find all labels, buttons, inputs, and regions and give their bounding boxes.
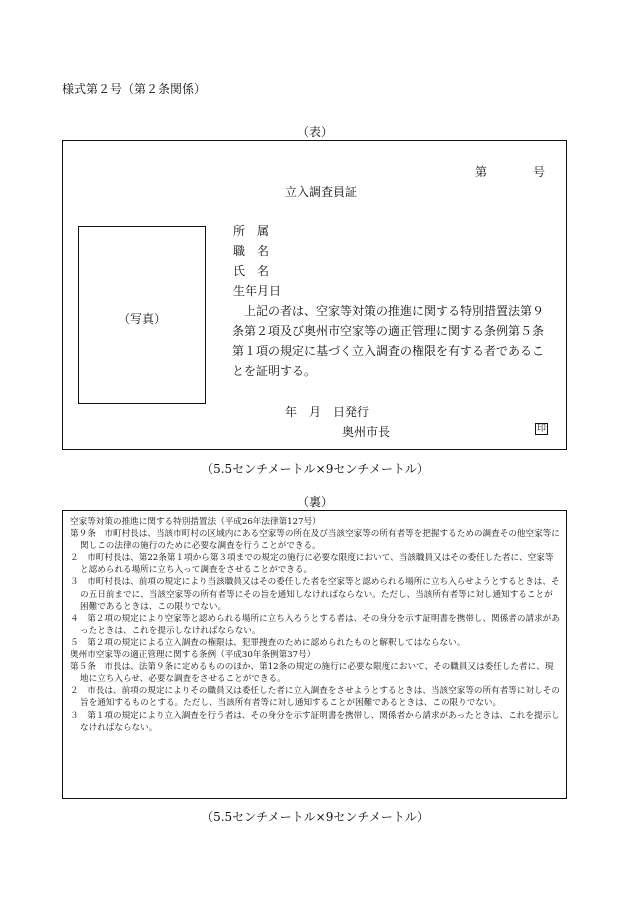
ordinance-paragraph-2: ２ 市長は、前項の規定によりその職員又は委任した者に立入調査をさせようとするときは、当該空家等の所有者等に対しその旨を通知するものとする。ただし、当該所有者等に対し通知することが困難であるときは、この限りでない。 xyxy=(70,686,560,709)
ordinance-article-5: 第５条 市長は、法第９条に定めるもののほか、第12条の規定の施行に必要な限度において、その職員又は委任した者に、現地に立ち入らせ、必要な調査をさせることができる。 xyxy=(70,662,554,685)
front-card xyxy=(62,140,567,450)
number-suffix: 号 xyxy=(533,165,546,179)
back-side-label: （裏） xyxy=(296,495,333,509)
issuer: 奥州市長 xyxy=(342,425,391,439)
act-paragraph-2: ２ 市町村長は、第22条第１項から第３項までの規定の施行に必要な限度において、当該職員又はその委任した者に、空家等と認められる場所に立ち入って調査をさせることができる。 xyxy=(70,553,554,576)
ordinance-paragraph-3: ３ 第１項の規定により立入調査を行う者は、その身分を示す証明書を携帯し、関係者から請求があったときは、これを提示しなければならない。 xyxy=(70,710,560,733)
certification-statement: 上記の者は、空家等対策の推進に関する特別措置法第９条第２項及び奥州市空家等の適正管理に関する条例第５条第１項の規定に基づく立入調査の権限を有する者であることを証明する。 xyxy=(232,304,545,378)
field-affiliation: 所 属 xyxy=(233,224,270,238)
field-position: 職 名 xyxy=(233,244,270,258)
front-size-caption: （5.5センチメートル×9センチメートル） xyxy=(201,462,429,476)
photo-label: （写真） xyxy=(117,312,166,326)
back-text xyxy=(70,516,560,734)
back-card xyxy=(62,510,567,799)
form-title: 様式第２号（第２条関係） xyxy=(62,82,207,96)
act-paragraph-5: ５ 第２項の規定による立入調査の権限は、犯罪捜査のために認められたものと解釈してはならない。 xyxy=(70,637,466,648)
card-title: 立入調査員証 xyxy=(285,185,358,199)
act-title: 空家等対策の推進に関する特別措置法（平成26年法律第127号） xyxy=(70,517,321,527)
act-article-9: 第９条 市町村長は、当該市町村の区域内にある空家等の所在及び当該空家等の所有者等を把握するための調査その他空家等に関しこの法律の施行のために必要な調査を行うことができる。 xyxy=(70,529,560,552)
number-prefix: 第 xyxy=(475,165,488,179)
issue-date: 年 月 日発行 xyxy=(285,405,370,419)
seal-mark: 印 xyxy=(537,424,547,434)
front-side-label: （表） xyxy=(296,125,333,139)
field-birthdate: 生年月日 xyxy=(233,284,282,298)
act-paragraph-3: ３ 市町村長は、前項の規定により当該職員又はその委任した者を空家等と認められる場所に立ち入らせようとするときは、その五日前までに、当該空家等の所有者等にその旨を通知しなければならない。ただし、当該所有者等に対し通知することが困難であるときは、この限りでない。 xyxy=(70,577,560,612)
field-name: 氏 名 xyxy=(233,264,270,278)
photo-box xyxy=(78,226,206,404)
ordinance-title: 奥州市空家等の適正管理に関する条例（平成30年条例第37号） xyxy=(70,650,316,661)
back-size-caption: （5.5センチメートル×9センチメートル） xyxy=(201,810,429,824)
act-paragraph-4: ４ 第２項の規定により空家等と認められる場所に立ち入ろうとする者は、その身分を示す証明書を携帯し、関係者の請求があったときは、これを提示しなければならない。 xyxy=(70,613,560,636)
